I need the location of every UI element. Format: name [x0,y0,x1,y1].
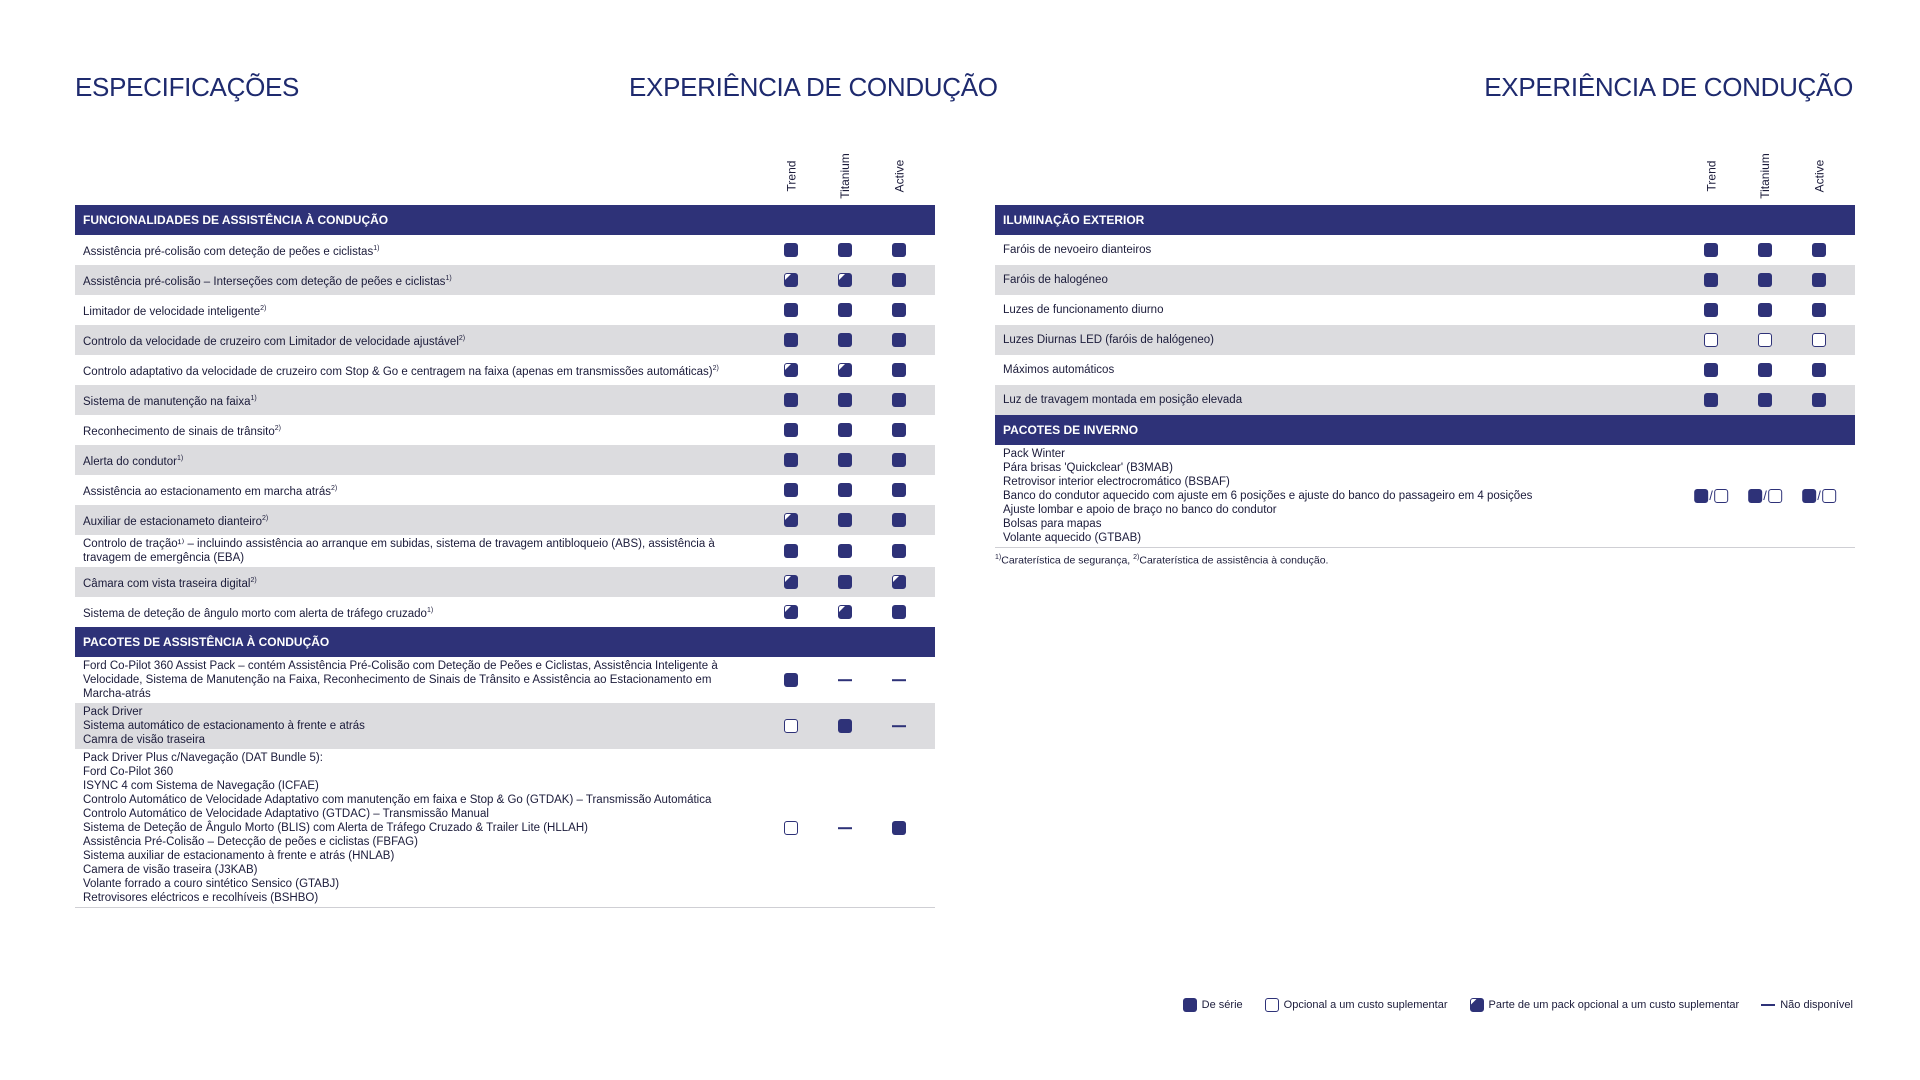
row-values [755,235,935,265]
row-values [755,535,935,567]
standard-icon [892,605,906,619]
cell-active [892,243,906,257]
legend-not-available [1761,999,1853,1011]
standard-icon [1758,303,1772,317]
table-row [75,567,935,597]
footnote-marker: 2) [712,364,719,372]
standard-icon [838,575,852,589]
cell-trend [1704,273,1718,287]
not-available-icon [892,679,906,681]
column-header-label: Trend [784,160,798,192]
legend-pack [1470,998,1740,1012]
pack-icon [892,575,906,589]
left-spec-table [75,140,935,908]
row-label-text: Máximos automáticos [1003,364,1115,376]
standard-icon [1183,998,1197,1012]
cell-titanium [1758,303,1772,317]
legend-optional [1265,998,1448,1012]
cell-trend [1704,393,1718,407]
pack-icon [1470,998,1484,1012]
row-values [755,597,935,627]
row-values [755,475,935,505]
row-label-text: Pack Driver Sistema automático de estacionamento à frente e atrás Camra de visão traseira [83,706,365,746]
row-label [83,659,755,701]
row-label [1003,393,1242,407]
standard-icon [784,333,798,347]
cell-trend [784,821,798,835]
row-label-text: Faróis de halogéneo [1003,274,1108,286]
legend [1167,998,1853,1012]
cell-trend [784,453,798,467]
cell-titanium [838,605,852,619]
cell-trend [1704,303,1718,317]
table-row [75,597,935,627]
column-header [1684,139,1738,199]
standard-icon [892,303,906,317]
standard-icon [892,393,906,407]
column-header [872,139,926,199]
pack-icon [838,273,852,287]
row-label-text: Controlo de tração¹⁾ – incluindo assistência ao arranque em subidas, sistema de travagem antibloqueio (ABS), assistência à travagem de emergência (EBA) [83,538,715,564]
column-header [1792,139,1846,199]
row-label [1003,333,1214,347]
standard-icon [1758,393,1772,407]
table-row [75,475,935,505]
optional-icon [784,821,798,835]
standard-icon [784,393,798,407]
row-label [83,392,257,409]
section-header: PACOTES DE ASSISTÊNCIA À CONDUÇÃO [75,627,935,657]
row-values [755,749,935,907]
row-label [83,512,268,529]
cell-titanium [838,453,852,467]
row-values [755,325,935,355]
row-label [83,574,257,591]
column-header-label: Trend [1704,160,1718,192]
footnote-marker: 2) [260,304,267,312]
standard-icon [892,513,906,527]
row-values [755,657,935,703]
legend-standard [1183,998,1243,1012]
standard-icon [784,243,798,257]
standard-icon [1758,363,1772,377]
table-row [75,703,935,749]
cell-titanium [838,423,852,437]
pack-icon [784,575,798,589]
pack-icon [838,363,852,377]
legend-pack-label: Parte de um pack opcional a um custo suplementar [1488,999,1740,1011]
cell-active [892,544,906,558]
table-row [75,265,935,295]
cell-active [892,363,906,377]
not-available-icon [1761,1004,1775,1006]
cell-trend [784,673,798,687]
cell-active [892,513,906,527]
standard-icon [1802,489,1816,503]
cell-titanium [838,827,852,829]
cell-active [1802,489,1836,503]
row-label-text: Pack Driver Plus c/Navegação (DAT Bundle 5): Ford Co-Pilot 360 ISYNC 4 com Sistema de Navegação (ICFAE) Controlo Automático de Velocidade Adaptativo com manutenção em faixa e Stop & Go (GTDAK) – Transmissão Automática Controlo Automático de Velocidade Adaptativo (GTDAC) – Transmissão Manual Sistema de Deteção de Ângulo Morto (BLIS) com Alerta de Tráfego Cruzado & Trailer Lite (HLLAH) Assistência Pré-Colisão – Detecção de peões e ciclistas (FBFAG) Sistema auxiliar de estacionamento à frente e atrás (HNLAB) Camera de visão traseira (J3KAB) Volante forrado a couro sintético Sensico (GTABJ) Retrovisores eléctricos e recolhíveis (BSHBO) [83,752,712,904]
column-header-label: Titanium [837,153,852,199]
row-values [1675,385,1855,415]
row-values [1675,445,1855,547]
table-row [75,325,935,355]
row-label [83,272,452,289]
standard-icon [838,544,852,558]
legend-standard-label: De série [1201,999,1243,1011]
cell-trend [784,719,798,733]
column-header [818,139,872,199]
standard-icon [1812,243,1826,257]
standard-icon [1704,273,1718,287]
table-row [995,265,1855,295]
cell-trend [784,273,798,287]
row-values [1675,235,1855,265]
cell-titanium [838,483,852,497]
standard-icon [1812,363,1826,377]
footnote-marker: 2) [262,514,269,522]
footnote-text2: Caraterística de assistência à condução. [1139,554,1329,567]
column-headers [75,140,935,205]
row-values [1675,295,1855,325]
row-values [755,385,935,415]
row-label [1003,303,1163,317]
table-row [75,295,935,325]
standard-icon [838,513,852,527]
row-label-text: Luz de travagem montada em posição elevada [1003,394,1243,406]
cell-active [892,453,906,467]
cell-titanium [838,544,852,558]
row-label [83,332,465,349]
cell-active [1812,243,1826,257]
row-label [1003,363,1114,377]
footnote-marker: 1) [426,606,434,614]
cell-trend [784,423,798,437]
cell-titanium [838,679,852,681]
table-row [75,657,935,703]
optional-icon [1822,489,1836,503]
row-values [1675,325,1855,355]
row-label [83,751,711,905]
column-header-label: Active [1812,159,1826,193]
standard-icon [838,423,852,437]
row-label-text: Assistência pré-colisão com deteção de peões e ciclistas [83,245,374,258]
row-label-text: Luzes Diurnas LED (faróis de halógeneo) [1003,334,1214,346]
standard-icon [784,483,798,497]
pack-icon [784,513,798,527]
optional-icon [1812,333,1826,347]
row-label-text: Sistema de manutenção na faixa [83,395,251,408]
cell-titanium [838,513,852,527]
standard-icon [892,821,906,835]
cell-trend [784,393,798,407]
row-values [1675,265,1855,295]
row-label-text: Assistência pré-colisão – Interseções com deteção de peões e ciclistas [83,275,446,288]
row-values [755,415,935,445]
section-header: ILUMINAÇÃO EXTERIOR [995,205,1855,235]
column-header [1738,139,1792,199]
cell-active [1812,393,1826,407]
pack-icon [784,363,798,377]
row-label-text: Faróis de nevoeiro dianteiros [1003,244,1152,256]
cell-trend [784,605,798,619]
footnote-sup2: 2) [1133,554,1140,561]
cell-active [892,273,906,287]
standard-icon [838,303,852,317]
row-values [755,505,935,535]
row-label-text: Auxiliar de estacionameto dianteiro [83,515,262,528]
page-title-driving-experience-right: EXPERIÊNCIA DE CONDUÇÃO [1484,72,1853,102]
table-row [75,385,935,415]
table-row [995,235,1855,265]
row-values [755,567,935,597]
standard-icon [1812,273,1826,287]
optional-icon [784,719,798,733]
standard-icon [892,453,906,467]
standard-icon [1704,243,1718,257]
standard-icon [892,483,906,497]
cell-titanium [838,243,852,257]
row-label-text: Luzes de funcionamento diurno [1003,304,1164,316]
cell-trend [784,333,798,347]
standard-icon [838,243,852,257]
cell-active [892,483,906,497]
row-label-text: Assistência ao estacionamento em marcha atrás [83,485,332,498]
table-row [75,505,935,535]
cell-titanium [838,333,852,347]
row-label-text: Ford Co-Pilot 360 Assist Pack – contém Assistência Pré-Colisão com Deteção de Peões e Ciclistas, Assistência Inteligente à Velocidade, Sistema de Manutenção na Faixa, Reconhecimento de Sinais de Trânsito e Assistência ao Estacionamento em Marcha-atrás [83,660,718,700]
cell-trend [784,243,798,257]
cell-titanium [838,719,852,733]
row-label-text: Alerta do condutor [83,455,177,468]
cell-trend [784,544,798,558]
standard-icon [838,393,852,407]
section-header: FUNCIONALIDADES DE ASSISTÊNCIA À CONDUÇÃO [75,205,935,235]
standard-icon [1748,489,1762,503]
table-row [995,385,1855,415]
footnote [995,554,1855,567]
row-values [755,295,935,325]
standard-icon [1812,303,1826,317]
cell-active [892,605,906,619]
cell-titanium [838,303,852,317]
row-label-text: Câmara com vista traseira digital [83,577,251,590]
row-label [1003,273,1108,287]
row-values [1675,355,1855,385]
standard-icon [892,273,906,287]
cell-trend [1704,333,1718,347]
table-row [75,415,935,445]
column-header-label: Titanium [1757,153,1772,199]
not-available-icon [838,679,852,681]
row-values [755,703,935,749]
pack-icon [784,273,798,287]
cell-titanium [838,363,852,377]
standard-icon [838,719,852,733]
optional-icon [1704,333,1718,347]
standard-icon [838,453,852,467]
row-label-text: Controlo adaptativo da velocidade de cruzeiro com Stop & Go e centragem na faixa (apenas em transmissões automáticas) [83,365,713,378]
cell-trend [784,483,798,497]
cell-titanium [838,575,852,589]
standard-icon [838,333,852,347]
row-values [755,265,935,295]
column-headers [995,140,1855,205]
standard-icon [892,243,906,257]
footnote-marker: 1) [250,394,257,402]
standard-icon [838,483,852,497]
standard-icon [1758,273,1772,287]
pack-icon [784,605,798,619]
pack-icon [838,605,852,619]
cell-trend [1694,489,1728,503]
footnote-sup1: 1) [995,554,1002,561]
cell-active [892,679,906,681]
row-label-text: Reconhecimento de sinais de trânsito [83,425,275,438]
cell-titanium [1758,393,1772,407]
page-title-specifications: ESPECIFICAÇÕES [75,72,300,102]
section-header: PACOTES DE INVERNO [995,415,1855,445]
cell-trend [784,513,798,527]
cell-active [892,303,906,317]
cell-active [1812,333,1826,347]
footnote-marker: 2) [250,576,257,584]
row-label-text: Sistema de deteção de ângulo morto com alerta de tráfego cruzado [83,607,427,620]
standard-icon [1704,393,1718,407]
cell-active [892,393,906,407]
cell-trend [784,303,798,317]
table-row [995,445,1855,548]
optional-icon [1768,489,1782,503]
row-label [1003,243,1151,257]
row-label [83,362,719,379]
footnote-marker: 2) [274,424,282,432]
footnote-marker: 2) [458,334,466,342]
row-label [1003,447,1532,545]
cell-active [892,423,906,437]
row-label [83,604,433,621]
legend-optional-label: Opcional a um custo suplementar [1283,999,1448,1011]
standard-icon [892,363,906,377]
row-label [83,537,755,565]
table-row [75,355,935,385]
standard-icon [892,333,906,347]
standard-icon [1704,363,1718,377]
cell-active [1812,303,1826,317]
cell-titanium [1758,273,1772,287]
row-label [83,705,365,747]
row-label [83,302,266,319]
table-row [995,355,1855,385]
not-available-icon [892,725,906,727]
table-row [75,749,935,908]
table-row [75,445,935,475]
cell-active [892,333,906,347]
cell-trend [784,575,798,589]
standard-icon [784,423,798,437]
row-values [755,355,935,385]
standard-icon [784,303,798,317]
cell-titanium [1748,489,1782,503]
right-spec-table [995,140,1855,567]
table-row [75,235,935,265]
row-label-text: Pack Winter Pára brisas 'Quickclear' (B3MAB) Retrovisor interior electrocromático (BSBAF) Banco do condutor aquecido com ajuste em 6 posições e ajuste do banco do passageiro em 4 posições Ajuste lombar e apoio de braço no banco do condutor Bolsas para mapas Volante aquecido (GTBAB) [1003,448,1533,544]
footnote-text1: Caraterística de segurança, [1001,554,1134,567]
slash-separator: / [1817,488,1821,503]
standard-icon [1704,303,1718,317]
optional-icon [1265,998,1279,1012]
row-label [83,482,337,499]
cell-trend [1704,243,1718,257]
standard-icon [784,544,798,558]
footnote-marker: 1) [176,454,184,462]
cell-active [1812,273,1826,287]
cell-active [892,725,906,727]
page-title-driving-experience: EXPERIÊNCIA DE CONDUÇÃO [629,72,998,102]
cell-titanium [838,393,852,407]
row-label [83,452,183,469]
standard-icon [892,544,906,558]
cell-trend [784,363,798,377]
footnote-marker: 2) [331,484,338,492]
not-available-icon [838,827,852,829]
standard-icon [1812,393,1826,407]
cell-active [892,821,906,835]
table-row [75,535,935,567]
footnote-marker: 1) [445,274,452,282]
slash-separator: / [1709,488,1713,503]
standard-icon [784,673,798,687]
row-label [83,422,281,439]
cell-titanium [838,273,852,287]
column-header [764,139,818,199]
row-label-text: Controlo da velocidade de cruzeiro com Limitador de velocidade ajustável [83,335,459,348]
row-label [83,242,379,259]
optional-icon [1714,489,1728,503]
cell-titanium [1758,243,1772,257]
standard-icon [784,453,798,467]
footnote-marker: 1) [373,244,380,252]
optional-icon [1758,333,1772,347]
cell-titanium [1758,363,1772,377]
cell-active [1812,363,1826,377]
standard-icon [892,423,906,437]
slash-separator: / [1763,488,1767,503]
row-values [755,445,935,475]
legend-not-available-label: Não disponível [1780,999,1853,1011]
column-header-label: Active [892,159,906,193]
standard-icon [1758,243,1772,257]
table-row [995,325,1855,355]
standard-icon [1694,489,1708,503]
cell-titanium [1758,333,1772,347]
row-label-text: Limitador de velocidade inteligente [83,305,261,318]
cell-trend [1704,363,1718,377]
table-row [995,295,1855,325]
cell-active [892,575,906,589]
